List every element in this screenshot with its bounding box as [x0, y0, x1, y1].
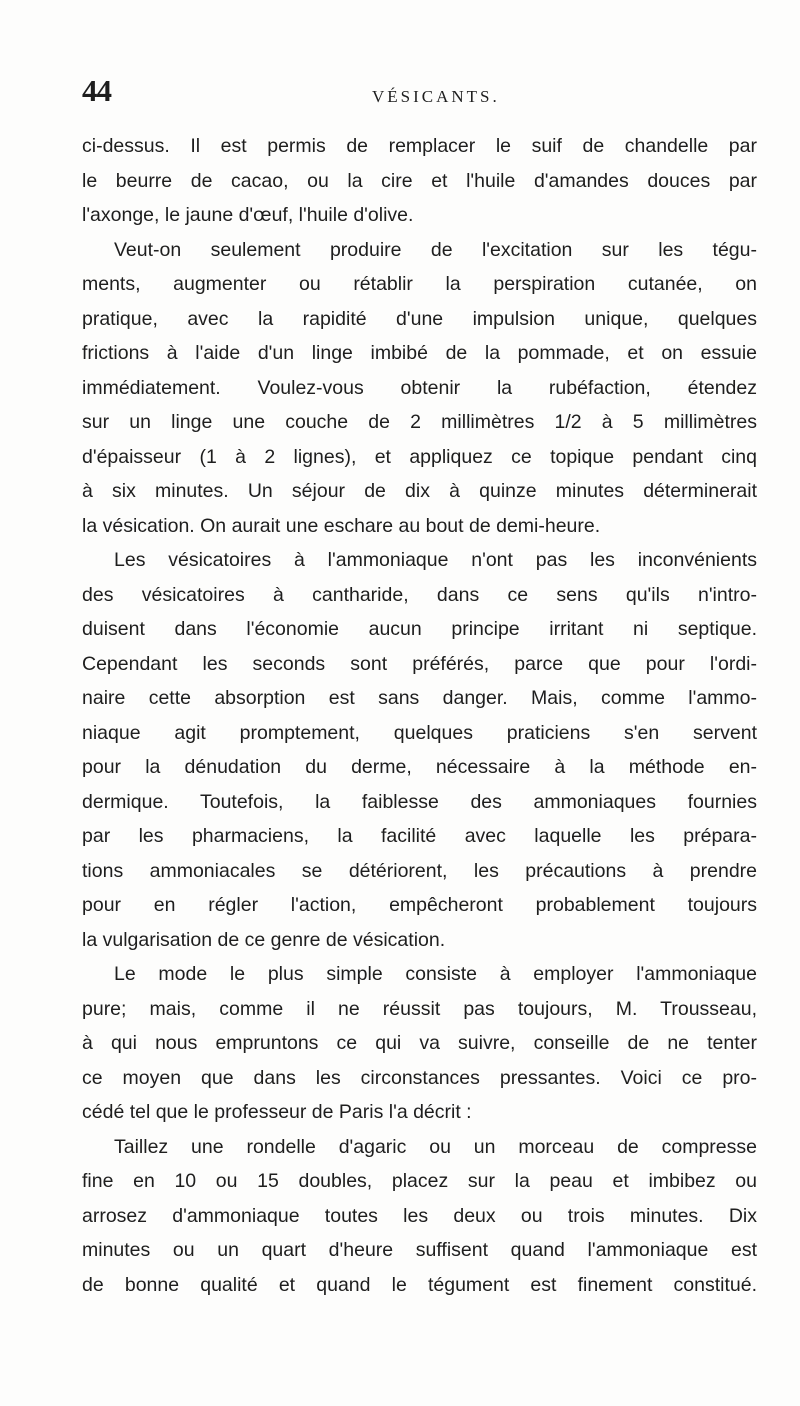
body-text: [82, 129, 757, 1302]
text-line: fine en 10 ou 15 doubles, placez sur la peau et imbibez ou: [82, 1170, 757, 1192]
text-line: ce moyen que dans les circonstances pressantes. Voici ce pro-: [82, 1066, 757, 1089]
text-line: pure; mais, comme il ne réussit pas toujours, M. Trousseau,: [82, 997, 757, 1020]
paragraph-first-line: Taillez une rondelle d'agaric ou un morceau de compresse: [114, 1135, 757, 1158]
text-line: la vulgarisation de ce genre de vésication.: [82, 928, 446, 951]
text-line: dermique. Toutefois, la faiblesse des ammoniaques fournies: [82, 790, 757, 813]
text-line: arrosez d'ammoniaque toutes les deux ou trois minutes. Dix: [82, 1204, 757, 1227]
text-line: ci-dessus. Il est permis de remplacer le suif de chandelle par: [82, 135, 757, 157]
paragraph-first-line: Le mode le plus simple consiste à employer l'ammoniaque: [114, 963, 757, 985]
text-line: pour en régler l'action, empêcheront probablement toujours: [82, 894, 757, 916]
text-line: d'épaisseur (1 à 2 lignes), et appliquez ce topique pendant cinq: [82, 445, 757, 468]
text-line: à six minutes. Un séjour de dix à quinze minutes déterminerait: [82, 480, 757, 502]
text-line: ments, augmenter ou rétablir la perspiration cutanée, on: [82, 273, 757, 295]
text-line: à qui nous empruntons ce qui va suivre, conseille de ne tenter: [82, 1032, 757, 1054]
text-line: pour la dénudation du derme, nécessaire à la méthode en-: [82, 756, 757, 778]
text-line: sur un linge une couche de 2 millimètres 1/2 à 5 millimètres: [82, 411, 757, 433]
page-header: [82, 74, 755, 114]
page-number: 44: [82, 73, 111, 108]
text-line: immédiatement. Voulez-vous obtenir la rubéfaction, étendez: [82, 376, 757, 399]
text-line: duisent dans l'économie aucun principe irritant ni septique.: [82, 618, 757, 640]
text-line: par les pharmaciens, la facilité avec laquelle les prépara-: [82, 825, 757, 847]
text-line: niaque agit promptement, quelques praticiens s'en servent: [82, 721, 757, 744]
text-line: des vésicatoires à cantharide, dans ce sens qu'ils n'intro-: [82, 583, 757, 606]
text-line: le beurre de cacao, ou la cire et l'huile d'amandes douces par: [82, 169, 757, 192]
text-line: cédé tel que le professeur de Paris l'a décrit :: [82, 1101, 472, 1123]
text-line: naire cette absorption est sans danger. Mais, comme l'ammo-: [82, 687, 757, 709]
text-line: l'axonge, le jaune d'œuf, l'huile d'olive.: [82, 204, 414, 226]
text-line: tions ammoniacales se détériorent, les précautions à prendre: [82, 859, 757, 882]
paragraph-first-line: Les vésicatoires à l'ammoniaque n'ont pas les inconvénients: [114, 549, 757, 571]
text-line: la vésication. On aurait une eschare au bout de demi-heure.: [82, 514, 601, 537]
text-line: minutes ou un quart d'heure suffisent quand l'ammoniaque est: [82, 1239, 757, 1261]
paragraph-first-line: Veut-on seulement produire de l'excitation sur les tégu-: [114, 238, 757, 261]
text-line: pratique, avec la rapidité d'une impulsion unique, quelques: [82, 307, 757, 330]
running-head: VÉSICANTS.: [372, 87, 500, 106]
text-line: frictions à l'aide d'un linge imbibé de la pommade, et on essuie: [82, 342, 757, 364]
text-line: Cependant les seconds sont préférés, parce que pour l'ordi-: [82, 652, 757, 675]
text-line: de bonne qualité et quand le tégument est finement constitué.: [82, 1273, 757, 1296]
